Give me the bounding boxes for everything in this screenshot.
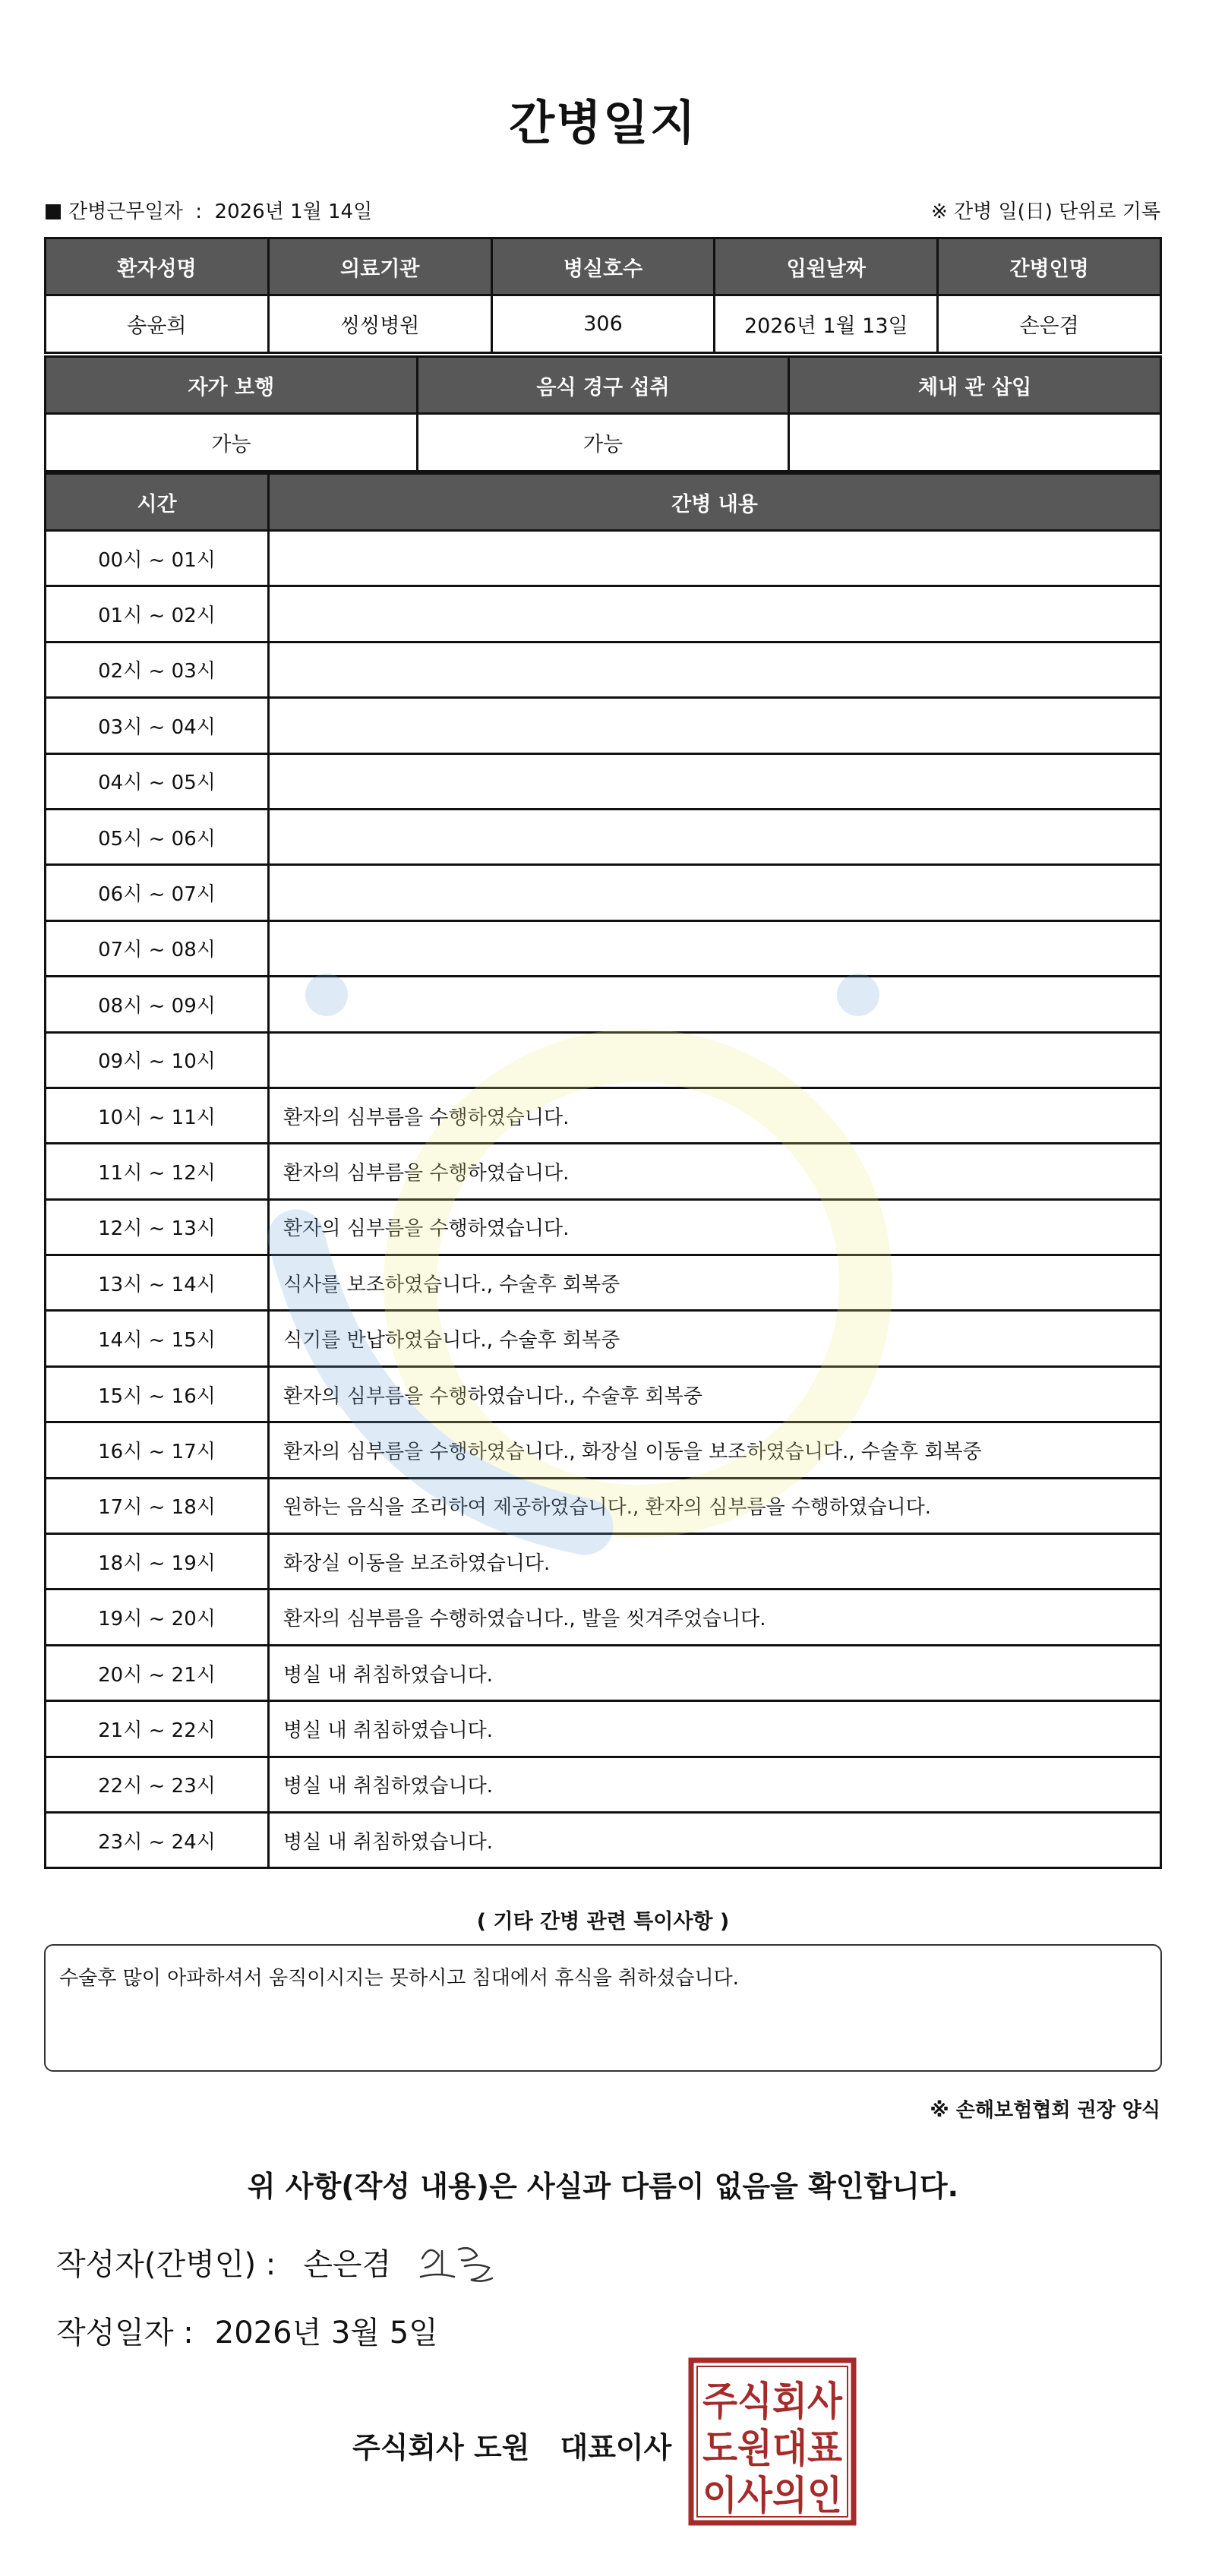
care-content-cell <box>269 977 1161 1032</box>
header-oral-intake: 음식 경구 섭취 <box>417 357 789 414</box>
care-content-cell: 환자의 심부름을 수행하였습니다. <box>269 1088 1161 1143</box>
header-self-walking: 자가 보행 <box>46 357 418 414</box>
time-cell: 18시 ~ 19시 <box>46 1534 269 1589</box>
care-content-cell <box>269 1032 1161 1088</box>
company-name: 주식회사 도원 <box>352 2431 530 2464</box>
care-log-table <box>44 472 1162 1869</box>
time-cell: 20시 ~ 21시 <box>46 1645 269 1700</box>
care-content-cell <box>269 586 1161 642</box>
oral-intake-value: 가능 <box>417 414 789 472</box>
patient-name: 송윤희 <box>46 295 269 353</box>
work-date-value: 2026년 1월 14일 <box>214 200 373 223</box>
recommend-note: ※ 손해보험협회 권장 양식 <box>930 2099 1160 2122</box>
time-cell: 04시 ~ 05시 <box>46 753 269 809</box>
table-row <box>46 1701 1161 1757</box>
time-cell: 06시 ~ 07시 <box>46 865 269 920</box>
time-cell: 19시 ~ 20시 <box>46 1589 269 1645</box>
time-cell: 03시 ~ 04시 <box>46 698 269 753</box>
care-content-cell: 화장실 이동을 보조하였습니다. <box>269 1534 1161 1589</box>
time-cell: 17시 ~ 18시 <box>46 1478 269 1533</box>
time-cell: 22시 ~ 23시 <box>46 1757 269 1812</box>
svg-text:도원대표: 도원대표 <box>702 2426 842 2472</box>
header-caregiver: 간병인명 <box>938 238 1161 295</box>
work-date-label: 간병근무일자 <box>68 200 183 223</box>
care-log-body <box>46 531 1161 1868</box>
header-time: 시간 <box>46 474 269 531</box>
notes-box <box>44 1944 1162 2072</box>
care-content-cell <box>269 753 1161 809</box>
table-row <box>46 1311 1161 1366</box>
written-date-value: 2026년 3월 5일 <box>214 2316 438 2350</box>
time-cell: 13시 ~ 14시 <box>46 1255 269 1311</box>
table-row <box>46 1645 1161 1700</box>
care-content-cell: 환자의 심부름을 수행하였습니다., 수술후 회복중 <box>269 1366 1161 1422</box>
caregiver-name: 손은겸 <box>938 295 1161 353</box>
table-row <box>46 1478 1161 1533</box>
time-cell: 02시 ~ 03시 <box>46 642 269 697</box>
care-content-cell <box>269 920 1161 976</box>
time-cell: 10시 ~ 11시 <box>46 1088 269 1143</box>
care-content-cell <box>269 531 1161 586</box>
table-row <box>46 531 1161 586</box>
handwritten-signature <box>416 2233 500 2293</box>
table-row <box>46 1199 1161 1255</box>
time-cell: 07시 ~ 08시 <box>46 920 269 976</box>
table-row <box>46 1255 1161 1311</box>
table-row <box>46 698 1161 753</box>
table-row <box>46 920 1161 976</box>
care-content-cell: 병실 내 취침하였습니다. <box>269 1812 1161 1867</box>
company-signature-line <box>352 2424 671 2466</box>
care-content-cell: 원하는 음식을 조리하여 제공하였습니다., 환자의 심부름을 수행하였습니다. <box>269 1478 1161 1533</box>
time-cell: 23시 ~ 24시 <box>46 1812 269 1867</box>
time-cell: 11시 ~ 12시 <box>46 1144 269 1199</box>
header-care-content: 간병 내용 <box>269 474 1161 531</box>
table-row <box>46 809 1161 864</box>
care-content-cell: 환자의 심부름을 수행하였습니다. <box>269 1199 1161 1255</box>
table-row <box>46 865 1161 920</box>
author-name: 손은겸 <box>303 2247 392 2282</box>
patient-status-table <box>44 355 1162 472</box>
care-content-cell: 환자의 심부름을 수행하였습니다., 화장실 이동을 보조하였습니다., 수술후 회복중 <box>269 1422 1161 1478</box>
time-cell: 21시 ~ 22시 <box>46 1701 269 1757</box>
header-hospital: 의료기관 <box>268 238 491 295</box>
time-cell: 16시 ~ 17시 <box>46 1422 269 1478</box>
time-cell: 00시 ~ 01시 <box>46 531 269 586</box>
table-row <box>46 1812 1161 1867</box>
notes-text: 수술후 많이 아파하셔서 움직이시지는 못하시고 침대에서 휴식을 취하셨습니다. <box>59 1967 739 1990</box>
time-cell: 01시 ~ 02시 <box>46 586 269 642</box>
table-row <box>46 1757 1161 1812</box>
care-content-cell: 환자의 심부름을 수행하였습니다. <box>269 1144 1161 1199</box>
work-date: 간병근무일자 : 2026년 1월 14일 <box>46 196 372 224</box>
time-cell: 12시 ~ 13시 <box>46 1199 269 1255</box>
written-date-line <box>56 2309 438 2352</box>
admission-date: 2026년 1월 13일 <box>715 295 938 353</box>
care-content-cell: 식사를 보조하였습니다., 수술후 회복중 <box>269 1255 1161 1311</box>
patient-info-table <box>44 237 1162 354</box>
table-row <box>46 1032 1161 1088</box>
svg-text:이사의인: 이사의인 <box>702 2473 842 2519</box>
header-room: 병실호수 <box>491 238 715 295</box>
table-row <box>46 1422 1161 1478</box>
table-row <box>46 1589 1161 1645</box>
care-content-cell <box>269 809 1161 864</box>
header-tube-insertion: 체내 관 삽입 <box>789 357 1161 414</box>
header-admission-date: 입원날짜 <box>715 238 938 295</box>
table-row <box>46 1088 1161 1143</box>
table-row <box>46 1144 1161 1199</box>
table-row <box>46 586 1161 642</box>
care-content-cell: 병실 내 취침하였습니다. <box>269 1757 1161 1812</box>
confirm-statement: 위 사항(작성 내용)은 사실과 다름이 없음을 확인합니다. <box>247 2170 959 2203</box>
notes-title: ( 기타 간병 관련 특이사항 ) <box>476 1910 730 1934</box>
care-content-cell <box>269 642 1161 697</box>
document-title: 간병일지 <box>509 95 697 150</box>
table-row <box>46 977 1161 1032</box>
care-content-cell: 환자의 심부름을 수행하였습니다., 발을 씻겨주었습니다. <box>269 1589 1161 1645</box>
table-row <box>46 1366 1161 1422</box>
svg-text:주식회사: 주식회사 <box>702 2379 843 2425</box>
header-patient-name: 환자성명 <box>46 238 269 295</box>
hospital-name: 씽씽병원 <box>268 295 491 353</box>
time-cell: 14시 ~ 15시 <box>46 1311 269 1366</box>
self-walking-value: 가능 <box>46 414 418 472</box>
company-representative: 대표이사 <box>560 2431 672 2464</box>
company-seal-stamp <box>687 2356 858 2527</box>
author-line <box>56 2240 391 2284</box>
care-content-cell: 병실 내 취침하였습니다. <box>269 1645 1161 1700</box>
table-row <box>46 753 1161 809</box>
time-cell: 05시 ~ 06시 <box>46 809 269 864</box>
square-bullet-icon <box>46 204 61 219</box>
author-label: 작성자(간병인) : <box>56 2247 276 2282</box>
care-content-cell <box>269 698 1161 753</box>
time-cell: 15시 ~ 16시 <box>46 1366 269 1422</box>
time-cell: 09시 ~ 10시 <box>46 1032 269 1088</box>
care-content-cell <box>269 865 1161 920</box>
record-note: ※ 간병 일(日) 단위로 기록 <box>930 200 1160 223</box>
care-content-cell: 병실 내 취침하였습니다. <box>269 1701 1161 1757</box>
care-content-cell: 식기를 반납하였습니다., 수술후 회복중 <box>269 1311 1161 1366</box>
time-cell: 08시 ~ 09시 <box>46 977 269 1032</box>
written-date-label: 작성일자 : <box>56 2316 194 2350</box>
tube-insertion-value <box>789 414 1161 472</box>
table-row <box>46 1534 1161 1589</box>
table-row <box>46 642 1161 697</box>
room-number: 306 <box>491 295 715 353</box>
